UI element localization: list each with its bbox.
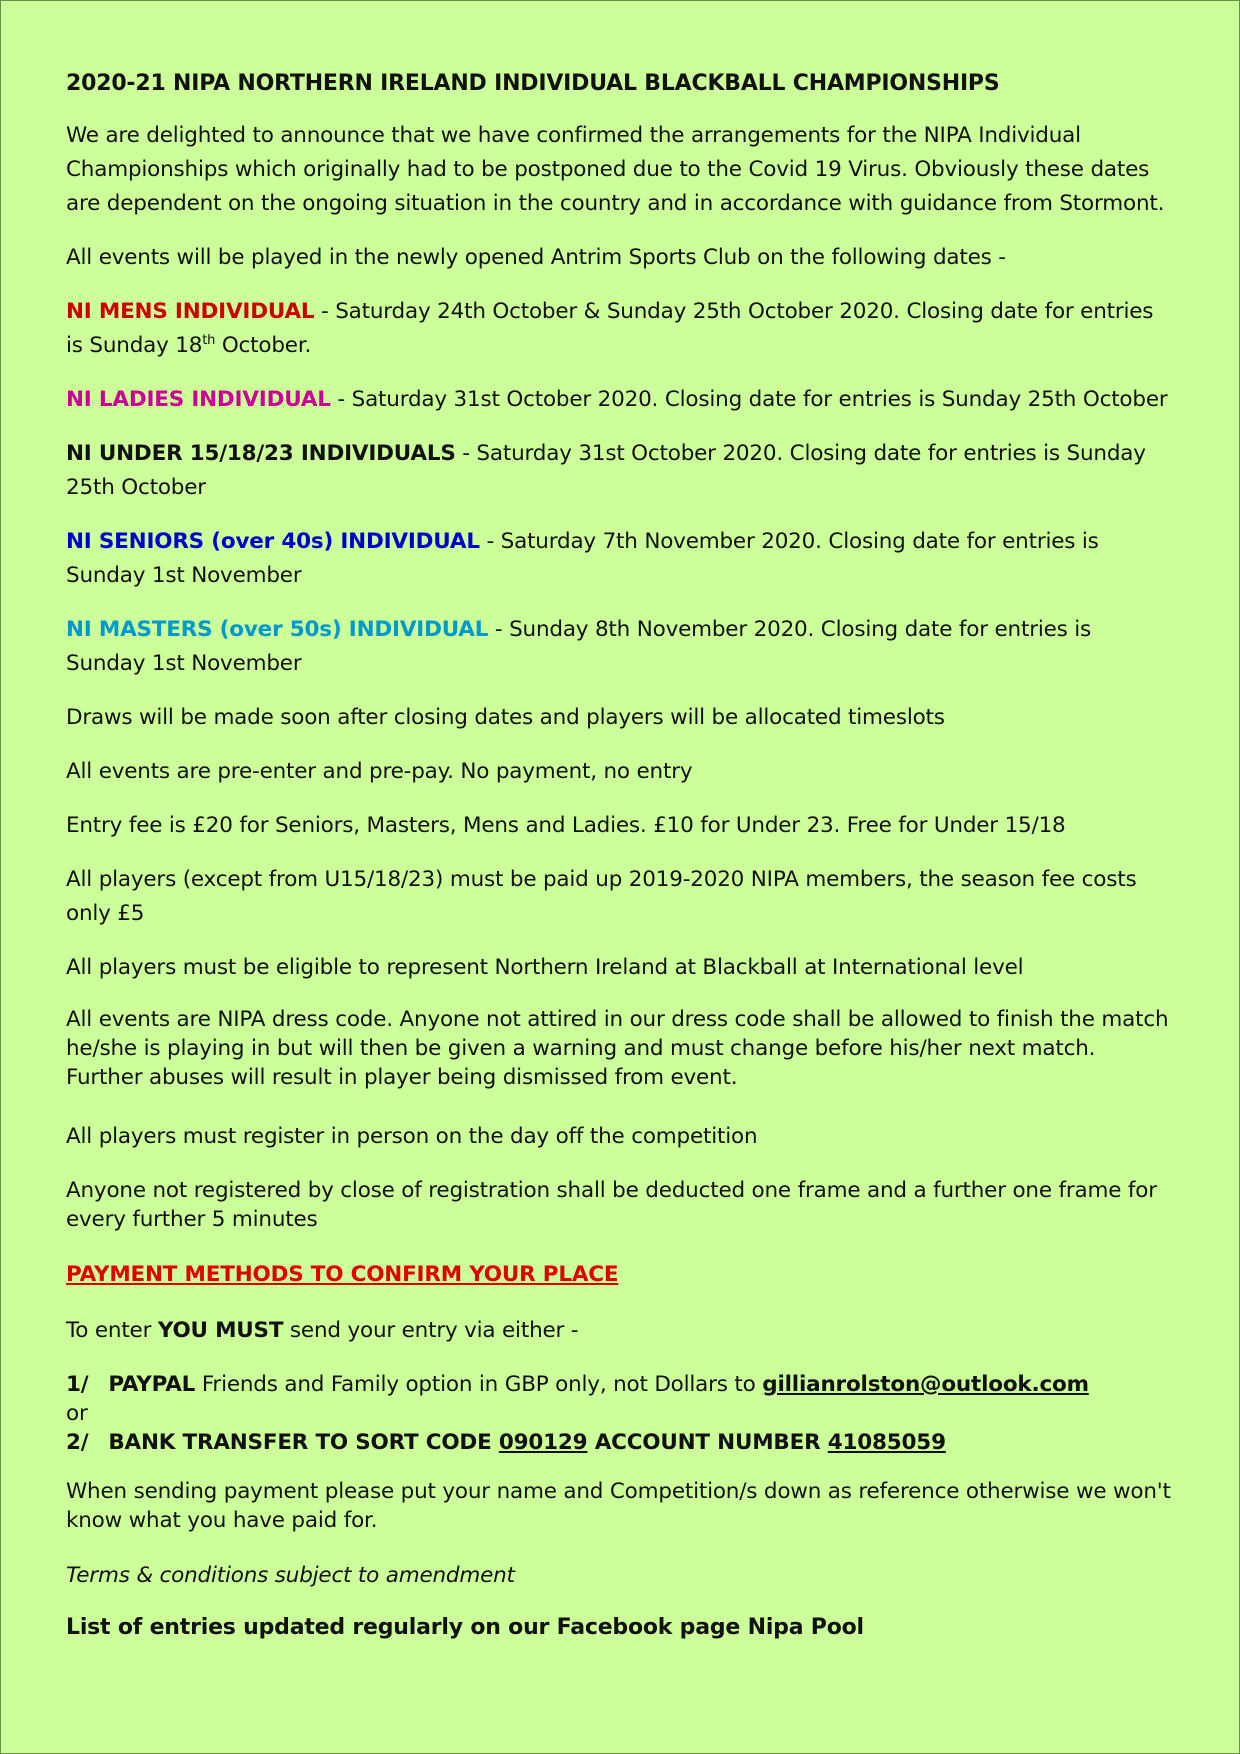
payment-paypal <box>66 1370 1176 1399</box>
event-seniors-name: NI SENIORS (over 40s) INDIVIDUAL <box>66 529 480 554</box>
terms-note: Terms & conditions subject to amendment <box>66 1563 515 1588</box>
paypal-number: 1/ <box>66 1372 89 1397</box>
account-number: 41085059 <box>827 1430 946 1455</box>
payment-intro <box>66 1314 1176 1348</box>
rule-draws: Draws will be made soon after closing dates and players will be allocated timeslots <box>66 705 945 730</box>
document-body <box>66 67 1176 1665</box>
payment-heading: PAYMENT METHODS TO CONFIRM YOUR PLACE <box>66 1262 619 1287</box>
event-under-name: NI UNDER 15/18/23 INDIVIDUALS <box>66 441 456 466</box>
sort-code: 090129 <box>498 1430 588 1455</box>
facebook-footer: List of entries updated regularly on our Facebook page Nipa Pool <box>66 1615 864 1640</box>
venue-paragraph: All events will be played in the newly opened Antrim Sports Club on the following dates - <box>66 245 1006 270</box>
page-title: 2020-21 NIPA NORTHERN IRELAND INDIVIDUAL BLACKBALL CHAMPIONSHIPS <box>66 71 1000 96</box>
rule-dress: All events are NIPA dress code. Anyone not attired in our dress code shall be allowed to finish the match he/she is playing in but will then be given a warning and must change before his/her next match. Further abuses will result in player being dismissed from event. <box>66 1007 1169 1090</box>
bank-number: 2/ <box>66 1430 89 1455</box>
rule-members: All players (except from U15/18/23) must be paid up 2019-2020 NIPA members, the season fee costs only £5 <box>66 867 1137 926</box>
intro-paragraph: We are delighted to announce that we have confirmed the arrangements for the NIPA Individual Championships which originally had to be postponed due to the Covid 19 Virus. Obviously these dates are dependent on the ongoing situation in the country and in accordance with guidance from Stormont. <box>66 123 1165 216</box>
event-masters-name: NI MASTERS (over 50s) INDIVIDUAL <box>66 617 489 642</box>
rule-eligible: All players must be eligible to represent Northern Ireland at Blackball at International level <box>66 955 1024 980</box>
event-under <box>66 437 1176 505</box>
event-mens-detail-end: October. <box>215 333 312 358</box>
event-ladies-detail: - Saturday 31st October 2020. Closing date for entries is Sunday 25th October <box>330 387 1168 412</box>
event-mens-detail: - Saturday 24th October & Sunday 25th October 2020. Closing date for entries is Sunday 18 <box>66 299 1154 358</box>
event-ladies <box>66 383 1176 417</box>
payment-bank <box>66 1428 1176 1457</box>
paypal-text: Friends and Family option in GBP only, not Dollars to <box>195 1372 763 1397</box>
event-seniors-detail: - Saturday 7th November 2020. Closing date for entries is Sunday 1st November <box>66 529 1099 588</box>
rule-fee: Entry fee is £20 for Seniors, Masters, Mens and Ladies. £10 for Under 23. Free for Under 15/18 <box>66 813 1066 838</box>
rule-prepay: All events are pre-enter and pre-pay. No payment, no entry <box>66 759 693 784</box>
event-mens <box>66 295 1176 363</box>
event-under-detail: - Saturday 31st October 2020. Closing date for entries is Sunday 25th October <box>66 441 1146 500</box>
rule-late: Anyone not registered by close of registration shall be deducted one frame and a further one frame for every further 5 minutes <box>66 1178 1157 1232</box>
event-ladies-name: NI LADIES INDIVIDUAL <box>66 387 331 412</box>
payment-intro-c: send your entry via either - <box>283 1318 579 1343</box>
payment-intro-a: To enter <box>66 1318 158 1343</box>
payment-intro-b: YOU MUST <box>157 1318 284 1343</box>
event-masters <box>66 613 1176 681</box>
bank-label: BANK TRANSFER TO SORT CODE <box>108 1430 499 1455</box>
event-seniors <box>66 525 1176 593</box>
rule-register: All players must register in person on the day off the competition <box>66 1124 758 1149</box>
event-masters-detail: - Sunday 8th November 2020. Closing date for entries is Sunday 1st November <box>66 617 1092 676</box>
paypal-email-link[interactable]: gillianrolston@outlook.com <box>762 1372 1089 1397</box>
payment-or: or <box>66 1401 88 1426</box>
payment-reference: When sending payment please put your name and Competition/s down as reference otherwise we won't know what you have paid for. <box>66 1479 1171 1533</box>
account-label: ACCOUNT NUMBER <box>587 1430 828 1455</box>
paypal-label: PAYPAL <box>108 1372 196 1397</box>
event-mens-name: NI MENS INDIVIDUAL <box>66 299 315 324</box>
event-mens-sup: th <box>202 332 216 348</box>
